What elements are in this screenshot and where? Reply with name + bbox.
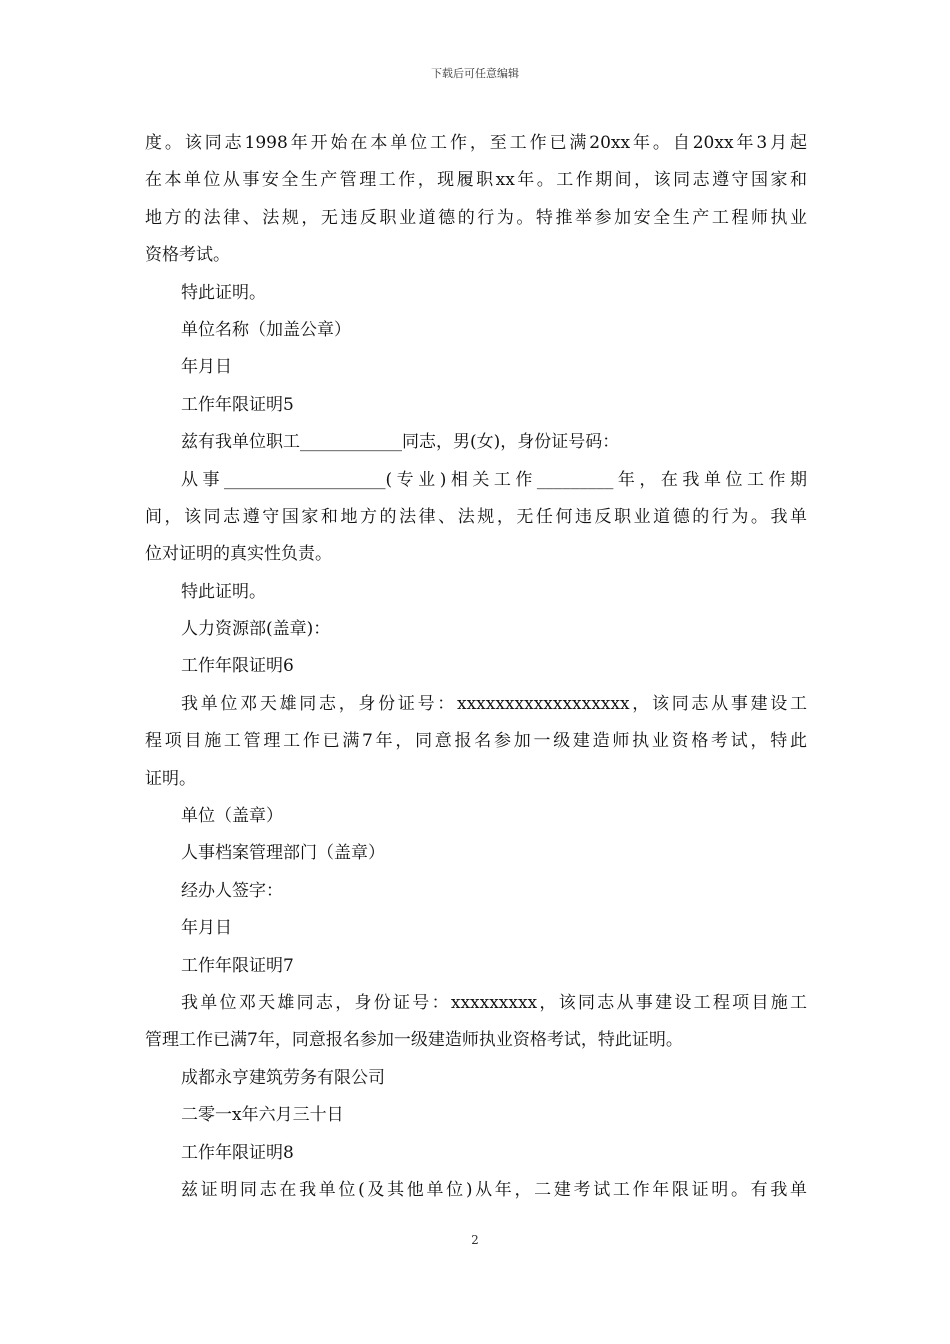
text-line: 人力资源部(盖章)：	[181, 619, 331, 640]
text-line: 兹证明同志在我单位(及其他单位)从年，二建考试工作年限证明。有我单	[181, 1179, 807, 1200]
text-line: 程项目施工管理工作已满7年，同意报名参加一级建造师执业资格考试，特此	[145, 731, 807, 752]
text-line: 地方的法律、法规，无违反职业道德的行为。特推举参加安全生产工程师执业	[145, 207, 807, 228]
text-line: 特此证明。	[181, 282, 266, 303]
date-line: 年月日	[181, 357, 232, 378]
date-line: 年月日	[181, 918, 232, 939]
text-line: 资格考试。	[145, 245, 230, 266]
text-line: 在本单位从事安全生产管理工作，现履职xx年。工作期间，该同志遵守国家和	[145, 170, 807, 191]
text-line: 我单位邓天雄同志，身份证号：xxxxxxxxxxxxxxxxxx，该同志从事建设工	[181, 693, 807, 714]
section-heading: 工作年限证明5	[181, 394, 294, 415]
section-heading: 工作年限证明7	[181, 955, 294, 976]
text-line: 管理工作已满7年，同意报名参加一级建造师执业资格考试，特此证明。	[145, 1030, 683, 1051]
section-heading: 工作年限证明8	[181, 1142, 294, 1163]
text-line: 特此证明。	[181, 581, 266, 602]
text-line: 从事___________________(专业)相关工作_________年，在我单位工作期	[181, 469, 807, 490]
section-heading: 工作年限证明6	[181, 656, 294, 677]
text-line: 间，该同志遵守国家和地方的法律、法规，无任何违反职业道德的行为。我单	[145, 506, 807, 527]
text-line: 单位（盖章）	[181, 806, 283, 827]
text-line: 度。该同志1998年开始在本单位工作，至工作已满20xx年。自20xx年3月起	[145, 133, 807, 153]
text-line: 兹有我单位职工____________同志，男(女)，身份证号码：	[181, 432, 620, 453]
document-body	[145, 133, 807, 1209]
text-line: 位对证明的真实性负责。	[145, 544, 332, 565]
company-name: 成都永亨建筑劳务有限公司	[181, 1067, 385, 1088]
page-number: 2	[471, 1233, 479, 1247]
page-header: 下载后可任意编辑	[431, 67, 519, 80]
text-line: 人事档案管理部门（盖章）	[181, 843, 385, 864]
text-line: 单位名称（加盖公章）	[181, 319, 351, 340]
text-line: 证明。	[145, 768, 196, 789]
date-line: 二零一x年六月三十日	[181, 1105, 344, 1126]
text-line: 经办人签字：	[181, 880, 283, 901]
text-line: 我单位邓天雄同志，身份证号：xxxxxxxxx，该同志从事建设工程项目施工	[181, 992, 807, 1013]
